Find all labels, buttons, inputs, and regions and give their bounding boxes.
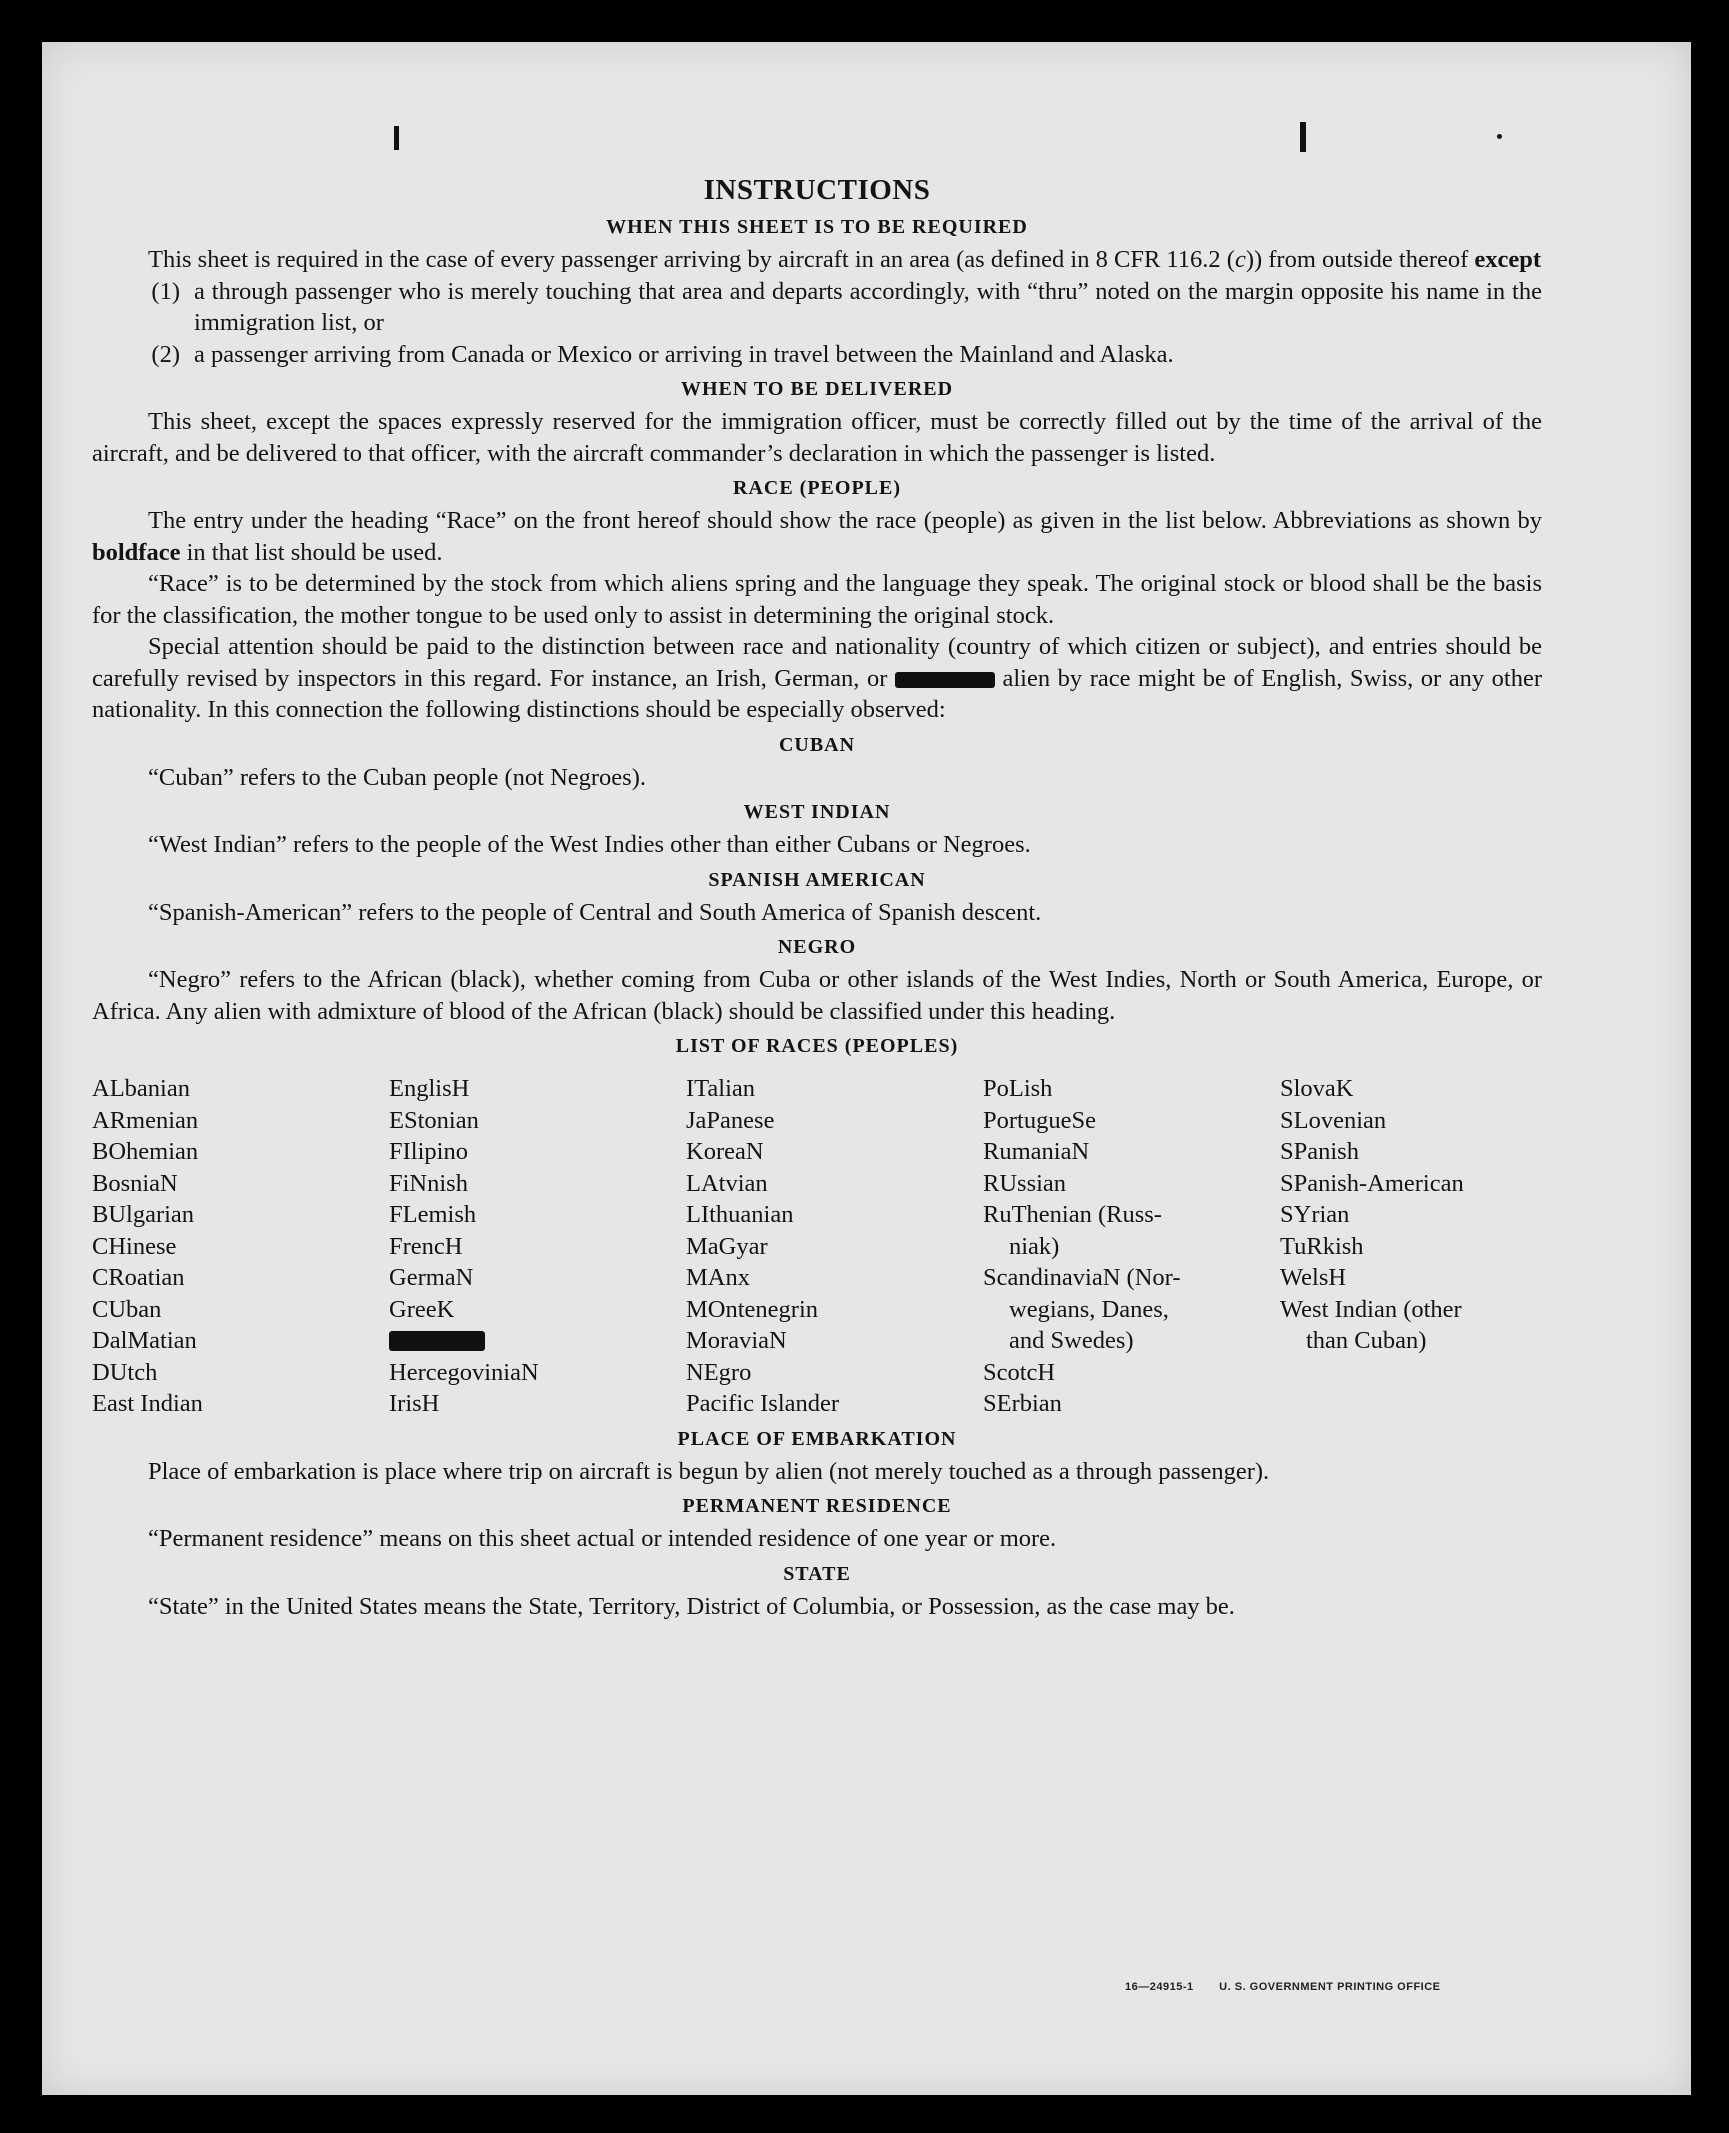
race-entry-continued: and Swedes) bbox=[1009, 1327, 1134, 1354]
race-entry: ITalian bbox=[686, 1075, 756, 1102]
race-entry: CRoatian bbox=[92, 1264, 185, 1291]
paragraph-race-1: The entry under the heading “Race” on the front hereof should show the race (people) as given in the list below. Abbreviations as shown by boldface in that list should be used. bbox=[92, 507, 1542, 566]
punch-mark-left bbox=[394, 126, 399, 150]
heading-west-indian: WEST INDIAN bbox=[743, 801, 891, 823]
race-entry: East Indian bbox=[92, 1390, 203, 1417]
race-entry: CHinese bbox=[92, 1232, 177, 1260]
race-entry: GermaN bbox=[389, 1264, 474, 1291]
paragraph-race-2: “Race” is to be determined by the stock from which aliens spring and the language they speak. The original stock or blood shall be the basis for the classification, the mother tongue to be used only to assist in determining the original stock. bbox=[92, 570, 1542, 629]
race-entry: LIthuanian bbox=[686, 1201, 794, 1228]
races-list bbox=[92, 1073, 1542, 1420]
speck-mark bbox=[1497, 134, 1502, 139]
redacted-race-entry bbox=[389, 1325, 686, 1357]
race-entry: RuThenian (Russ- bbox=[983, 1201, 1162, 1228]
race-entry: BosniaN bbox=[92, 1169, 178, 1197]
race-entry: HercegoviniaN bbox=[389, 1358, 539, 1386]
races-column-1 bbox=[92, 1073, 389, 1420]
heading-list-of-races: LIST OF RACES (PEOPLES) bbox=[675, 1035, 959, 1057]
paragraph-when-required: This sheet is required in the case of every passenger arriving by aircraft in an area (as defined in 8 CFR 116.2 (c)) from outside thereof except bbox=[148, 246, 1542, 273]
race-entry: WelsH bbox=[1280, 1264, 1347, 1291]
paragraph-cuban: “Cuban” refers to the Cuban people (not Negroes). bbox=[148, 763, 646, 791]
race-entry: CUban bbox=[92, 1295, 162, 1323]
printer-name: U. S. GOVERNMENT PRINTING OFFICE bbox=[1219, 1981, 1441, 1993]
race-entry: SPanish bbox=[1280, 1138, 1359, 1165]
race-entry: SlovaK bbox=[1280, 1075, 1354, 1102]
race-entry: SYrian bbox=[1280, 1201, 1350, 1228]
paragraph-embarkation: Place of embarkation is place where trip on aircraft is begun by alien (not merely touched as a through passenger). bbox=[148, 1457, 1270, 1485]
heading-spanish-american: SPANISH AMERICAN bbox=[708, 868, 926, 891]
heading-permanent-residence: PERMANENT RESIDENCE bbox=[682, 1495, 952, 1517]
exception-item: (1) a through passenger who is merely touching that area and departs accordingly, with “thru” noted on the margin opposite his name in the immigration list, or bbox=[151, 277, 1542, 336]
heading-race: RACE (PEOPLE) bbox=[733, 477, 901, 499]
race-entry: FLemish bbox=[389, 1201, 477, 1228]
race-entry-continued: than Cuban) bbox=[1306, 1327, 1427, 1354]
race-entry: EStonian bbox=[389, 1106, 479, 1134]
race-entry: MAnx bbox=[686, 1264, 750, 1291]
race-entry-continued: wegians, Danes, bbox=[1009, 1295, 1169, 1323]
race-entry: FiNnish bbox=[389, 1169, 468, 1197]
race-entry: ScotcH bbox=[983, 1358, 1056, 1386]
race-entry: BOhemian bbox=[92, 1138, 199, 1165]
race-entry: GreeK bbox=[389, 1295, 455, 1323]
race-entry: BUlgarian bbox=[92, 1201, 195, 1228]
races-column-5 bbox=[1280, 1073, 1538, 1420]
printer-footer bbox=[1125, 1981, 1441, 1993]
race-entry: JaPanese bbox=[686, 1106, 775, 1134]
race-entry: ALbanian bbox=[92, 1075, 190, 1102]
race-entry: ARmenian bbox=[92, 1106, 199, 1134]
race-entry: TuRkish bbox=[1280, 1232, 1364, 1260]
race-entry: RumaniaN bbox=[983, 1138, 1090, 1165]
race-entry: FrencH bbox=[389, 1232, 463, 1260]
race-entry: DUtch bbox=[92, 1358, 158, 1386]
race-entry: KoreaN bbox=[686, 1138, 764, 1165]
race-entry: FIlipino bbox=[389, 1138, 468, 1165]
paragraph-west-indian: “West Indian” refers to the people of the West Indies other than either Cubans or Negroes. bbox=[148, 831, 1031, 858]
race-entry: SErbian bbox=[983, 1390, 1062, 1417]
race-entry: ScandinaviaN (Nor- bbox=[983, 1264, 1181, 1291]
race-entry: SLovenian bbox=[1280, 1106, 1387, 1134]
paragraph-when-delivered: This sheet, except the spaces expressly reserved for the immigration officer, must be correctly filled out by the time of the arrival of the aircraft, and be delivered to that officer, with the aircraft commander’s declaration in which the passenger is listed. bbox=[92, 408, 1542, 467]
document-page bbox=[42, 42, 1691, 2095]
races-column-4 bbox=[983, 1073, 1280, 1420]
races-column-3 bbox=[686, 1073, 983, 1420]
page-title: INSTRUCTIONS bbox=[703, 174, 931, 206]
race-entry: NEgro bbox=[686, 1358, 752, 1386]
heading-when-required: WHEN THIS SHEET IS TO BE REQUIRED bbox=[606, 216, 1028, 238]
races-column-2 bbox=[389, 1073, 686, 1420]
heading-place-of-embarkation: PLACE OF EMBARKATION bbox=[677, 1427, 957, 1450]
race-entry: RUssian bbox=[983, 1169, 1067, 1197]
race-entry: PortugueSe bbox=[983, 1106, 1096, 1134]
race-entry: MOntenegrin bbox=[686, 1295, 818, 1323]
heading-when-delivered: WHEN TO BE DELIVERED bbox=[680, 378, 954, 400]
race-entry-continued: niak) bbox=[1009, 1232, 1060, 1260]
paragraph-state: “State” in the United States means the State, Territory, District of Columbia, or Possession, as the case may be. bbox=[148, 1592, 1235, 1620]
paragraph-spanish-american: “Spanish-American” refers to the people of Central and South America of Spanish descent. bbox=[148, 898, 1042, 926]
heading-negro: NEGRO bbox=[777, 936, 857, 958]
heading-state: STATE bbox=[783, 1562, 851, 1585]
race-entry: SPanish-American bbox=[1280, 1169, 1464, 1197]
paragraph-residence: “Permanent residence” means on this sheet actual or intended residence of one year or more. bbox=[148, 1525, 1057, 1552]
form-number: 16—24915-1 bbox=[1125, 1981, 1194, 1993]
race-entry: PoLish bbox=[983, 1075, 1053, 1102]
race-entry: LAtvian bbox=[686, 1169, 768, 1197]
instructions-body bbox=[92, 172, 1542, 1622]
race-entry: West Indian (other bbox=[1280, 1295, 1462, 1323]
redaction-mark bbox=[389, 1331, 485, 1351]
race-entry: IrisH bbox=[389, 1390, 440, 1417]
race-entry: EnglisH bbox=[389, 1075, 470, 1102]
redaction-mark bbox=[895, 672, 995, 688]
heading-cuban: CUBAN bbox=[778, 733, 856, 756]
race-entry: MoraviaN bbox=[686, 1327, 787, 1354]
race-entry: MaGyar bbox=[686, 1232, 768, 1260]
race-entry: Pacific Islander bbox=[686, 1390, 840, 1417]
paragraph-race-3: Special attention should be paid to the distinction between race and nationality (country of which citizen or subject), and entries should be carefully revised by inspectors in this regard. For instance, an Irish, German, or alien by race might be of English, Swiss, or any other nationality. In this connection the following distinctions should be especially observed: bbox=[92, 633, 1542, 723]
paragraph-negro: “Negro” refers to the African (black), whether coming from Cuba or other islands of the West Indies, North or South America, Europe, or Africa. Any alien with admixture of blood of the African (black) should be classified under this heading. bbox=[92, 966, 1542, 1025]
punch-mark-right bbox=[1300, 122, 1306, 152]
exception-item: (2) a passenger arriving from Canada or Mexico or arriving in travel between the Mainland and Alaska. bbox=[151, 340, 1174, 368]
race-entry: DalMatian bbox=[92, 1327, 197, 1354]
